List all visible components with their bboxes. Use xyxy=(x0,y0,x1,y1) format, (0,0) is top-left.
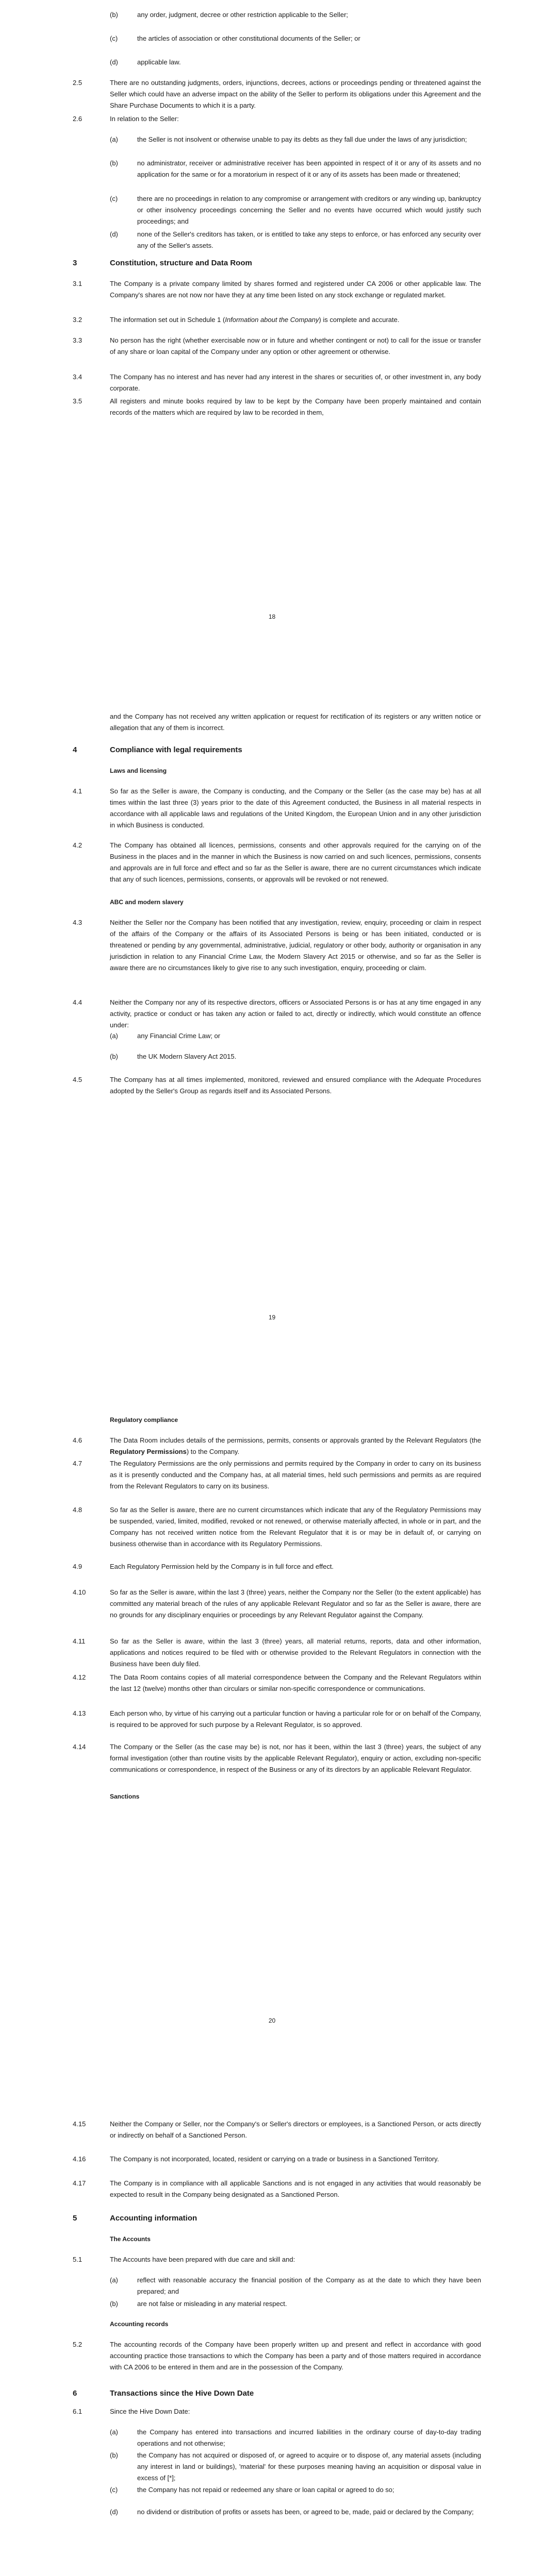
clause-number: 4.9 xyxy=(73,1563,83,1570)
clause-text: The Company has no interest and has never had any interest in the shares or securities of, or other investment in, any body corporate. xyxy=(110,373,481,392)
sub-heading: Accounting records xyxy=(110,2320,169,2328)
clause-number: 4.14 xyxy=(73,1743,86,1751)
list-item-text: the Seller is not insolvent or otherwise unable to pay its debts as they fall due under the laws of any jurisdiction; xyxy=(137,135,467,143)
page-number: 20 xyxy=(268,2017,276,2024)
clause-text: The Company has obtained all licences, permissions, consents and other approvals required for the carrying on of the Business in the places and in the manner in which the Business is now carried on and such licences, permissions, consents and approvals are in full force and effect and so far as the Seller is aware, there are no current circumstances which indicate that any of such licences, permissions, consents, or approvals will be revoked or not renewed. xyxy=(110,841,481,883)
section-heading: Constitution, structure and Data Room xyxy=(110,259,252,267)
sub-heading: The Accounts xyxy=(110,2235,151,2243)
list-item-text: the Company has entered into transactions and incurred liabilities in the ordinary course of day-to-day trading operations and not otherwise; xyxy=(137,2428,481,2447)
clause-text: Each person who, by virtue of his carrying out a particular function or having a particular role for or on behalf of the Company, is required to be approved for such purpose by a Relevant Regulator, is so approved. xyxy=(110,1709,481,1728)
clause-number: 2.5 xyxy=(73,79,83,87)
document-page xyxy=(0,1406,544,2110)
document-page xyxy=(0,703,544,1406)
clause-text-start: The information set out in Schedule 1 ( xyxy=(110,316,225,324)
clause-number: 5.2 xyxy=(73,2341,83,2348)
clause-text xyxy=(110,1435,481,1458)
list-item-label: (a) xyxy=(110,135,118,143)
clause-number: 4.13 xyxy=(73,1709,86,1717)
list-item-text: any order, judgment, decree or other restriction applicable to the Seller; xyxy=(137,11,349,19)
clause-text: Neither the Company or Seller, nor the Company's or Seller's directors or employees, is a Sanctioned Person, or acts directly or indirectly on behalf of a Sanctioned Person. xyxy=(110,2120,481,2139)
clause-number: 6.1 xyxy=(73,2408,83,2415)
list-item-label: (b) xyxy=(110,1053,118,1060)
clause-text: The Company is not incorporated, located, resident or carrying on a trade or business in a Sanctioned Territory. xyxy=(110,2155,439,2163)
list-item-text: the UK Modern Slavery Act 2015. xyxy=(137,1053,237,1060)
page-number: 18 xyxy=(268,613,276,620)
clause-text: So far as the Seller is aware, the Company is conducting, and the Company or the Seller (as the case may be) has at all times within the last three (3) years prior to the date of this Agreement conducted, the Business in all material respects in accordance with all applicable laws and regulations of the United Kingdom, the European Union and in any other jurisdiction in which Business is conducted. xyxy=(110,787,481,829)
clause-number: 4.12 xyxy=(73,1673,86,1681)
clause-text: The Company or the Seller (as the case may be) is not, nor has it been, within the last 3 (three) years, the subject of any formal investigation (other than routine visits by the applicable Relevant Regulator), enquiry or action, excluding non-specific communications or correspondence, in respect of the Business or any of its directors by an applicable Relevant Regulator. xyxy=(110,1743,481,1773)
sub-heading: Laws and licensing xyxy=(110,767,167,774)
clause-number: 4.2 xyxy=(73,841,83,849)
clause-number: 4.10 xyxy=(73,1588,86,1596)
list-item-text: the articles of association or other constitutional documents of the Seller; or xyxy=(137,35,360,42)
clause-number: 4.8 xyxy=(73,1506,83,1514)
clause-text: The Company has at all times implemented, monitored, reviewed and ensured compliance with the Adequate Procedures adopted by the Seller's Group as regards itself and its Associated Persons. xyxy=(110,1076,481,1095)
list-item-text: none of the Seller's creditors has taken, or is entitled to take any steps to enforce, or has enforced any security over any of the Seller's assets. xyxy=(137,230,481,249)
clause-number: 5.1 xyxy=(73,2256,83,2263)
clause-number: 4.16 xyxy=(73,2155,86,2163)
clause-number: 2.6 xyxy=(73,115,83,123)
clause-text: So far as the Seller is aware, there are no current circumstances which indicate that any of the Regulatory Permissions may be suspended, varied, limited, modified, revoked or not renewed, or otherwise materially affected, in whole or in part, and the Company has not received written notice from the Relevant Regulator that it is or may be in default of, or carrying on business otherwise than in accordance with its Regulatory Permissions. xyxy=(110,1506,481,1548)
continued-text: and the Company has not received any written application or request for rectification of its registers or any written notice or allegation that any of them is incorrect. xyxy=(110,713,481,732)
clause-text-start: The Data Room includes details of the permissions, permits, consents or approvals granted by the Relevant Regulators (the xyxy=(110,1436,481,1444)
list-item-label: (d) xyxy=(110,58,118,66)
schedule-reference: Information about the Company xyxy=(225,316,319,324)
clause-number: 4.7 xyxy=(73,1460,83,1467)
clause-number: 4.1 xyxy=(73,787,83,795)
clause-text: Each Regulatory Permission held by the Company is in full force and effect. xyxy=(110,1563,334,1570)
clause-number: 3.4 xyxy=(73,373,83,381)
list-item-text: no administrator, receiver or administrative receiver has been appointed in respect of it or any of its assets and no application for the same or for a moratorium in respect of it or any of its assets has been made or threatened; xyxy=(137,159,481,178)
sub-heading: Regulatory compliance xyxy=(110,1416,178,1423)
document-page xyxy=(0,0,544,703)
list-item-text: the Company has not acquired or disposed of, or agreed to acquire or to dispose of, any material assets (including any interest in land or buildings), 'material' for these purposes meaning having an acquisition or disposal value in excess of [*]; xyxy=(137,2451,481,2482)
section-number: 4 xyxy=(73,745,77,754)
list-item-label: (a) xyxy=(110,1032,118,1040)
clause-text: The Company is a private company limited by shares formed and registered under CA 2006 or other applicable law. The Company's shares are not now nor have they at any time been listed on any stock exchange or regulated market. xyxy=(110,280,481,299)
clause-text: The Company is in compliance with all applicable Sanctions and is not engaged in any activities that would reasonably be expected to result in the Company being designated as a Sanctioned Person. xyxy=(110,2179,481,2198)
clause-text: So far as the Seller is aware, within the last 3 (three) years, all material returns, reports, data and other information, applications and notices required to be filed with or otherwise provided to the Relevant Regulators in connection with the Business have been duly filed. xyxy=(110,1637,481,1668)
clause-number: 4.15 xyxy=(73,2120,86,2128)
list-item-label: (c) xyxy=(110,2486,118,2494)
list-item-label: (c) xyxy=(110,35,118,42)
sub-heading: Sanctions xyxy=(110,1793,140,1800)
section-number: 3 xyxy=(73,259,77,267)
list-item-label: (d) xyxy=(110,2508,118,2516)
clause-text: So far as the Seller is aware, within the last 3 (three) years, neither the Company nor the Seller (to the extent applicable) has committed any material breach of the rules of any applicable Relevant Regulator and so far as the Seller is aware, there are no grounds for any disciplinary enquiries or proceedings by any Relevant Regulator against the Company. xyxy=(110,1588,481,1619)
page-number: 19 xyxy=(268,1314,276,1321)
clause-text: Neither the Company nor any of its respective directors, officers or Associated Persons is or has at any time engaged in any activity, practice or conduct or has taken any action or failed to act, directly or indirectly, which would constitute an offence under: xyxy=(110,998,481,1029)
clause-number: 4.17 xyxy=(73,2179,86,2187)
clause-number: 4.3 xyxy=(73,919,83,926)
clause-number: 4.5 xyxy=(73,1076,83,1083)
list-item-text: the Company has not repaid or redeemed any share or loan capital or agreed to do so; xyxy=(137,2486,394,2494)
clause-text xyxy=(110,314,481,326)
list-item-text: applicable law. xyxy=(137,58,181,66)
clause-text: The Accounts have been prepared with due care and skill and: xyxy=(110,2256,295,2263)
clause-text: There are no outstanding judgments, orders, injunctions, decrees, actions or proceedings pending or threatened against the Seller which could have an adverse impact on the ability of the Seller to perform its obligations under this Agreement and the Share Purchase Documents to which it is a party. xyxy=(110,79,481,109)
list-item-text: are not false or misleading in any material respect. xyxy=(137,2300,287,2308)
clause-text-end: ) to the Company. xyxy=(186,1448,240,1455)
clause-text: All registers and minute books required by law to be kept by the Company have been properly maintained and contain records of the matters which are required by law to be recorded in them, xyxy=(110,397,481,416)
clause-text: Since the Hive Down Date: xyxy=(110,2408,190,2415)
list-item-label: (c) xyxy=(110,195,118,202)
section-heading: Compliance with legal requirements xyxy=(110,745,242,754)
list-item-label: (a) xyxy=(110,2428,118,2436)
clause-number: 3.2 xyxy=(73,316,83,324)
clause-text: The Data Room contains copies of all material correspondence between the Company and the Relevant Regulators within the last 12 (twelve) months other than circulars or similar non-specific correspondence or communications. xyxy=(110,1673,481,1692)
list-item-label: (b) xyxy=(110,2451,118,2459)
clause-text: In relation to the Seller: xyxy=(110,115,179,123)
document-page xyxy=(0,2110,544,2576)
sub-heading: ABC and modern slavery xyxy=(110,899,184,906)
list-item-text: reflect with reasonable accuracy the financial position of the Company as at the date to which they have been prepared; and xyxy=(137,2276,481,2295)
clause-text: No person has the right (whether exercisable now or in future and whether contingent or not) to call for the issue or transfer of any share or loan capital of the Company under any option or other agreement or otherwise. xyxy=(110,336,481,355)
clause-number: 4.6 xyxy=(73,1436,83,1444)
list-item-text: any Financial Crime Law; or xyxy=(137,1032,221,1040)
section-number: 5 xyxy=(73,2214,77,2223)
section-heading: Accounting information xyxy=(110,2214,197,2223)
list-item-label: (b) xyxy=(110,11,118,19)
section-number: 6 xyxy=(73,2389,77,2398)
list-item-label: (a) xyxy=(110,2276,118,2284)
clause-number: 3.5 xyxy=(73,397,83,405)
clause-number: 4.4 xyxy=(73,998,83,1006)
clause-number: 3.3 xyxy=(73,336,83,344)
clause-text: The Regulatory Permissions are the only permissions and permits required by the Company in order to carry on its business as it is presently conducted and the Company has, at all material times, held such permissions and permits as are required from the Relevant Regulators to carry on its business. xyxy=(110,1460,481,1490)
section-heading: Transactions since the Hive Down Date xyxy=(110,2389,254,2398)
list-item-label: (b) xyxy=(110,159,118,167)
clause-number: 4.11 xyxy=(73,1637,86,1645)
list-item-text: there are no proceedings in relation to any compromise or arrangement with creditors or any winding up, bankruptcy or other insolvency proceedings concerning the Seller and no events have occurred which would justify such proceedings; and xyxy=(137,195,481,225)
list-item-label: (b) xyxy=(110,2300,118,2308)
defined-term: Regulatory Permissions xyxy=(110,1448,187,1455)
clause-number: 3.1 xyxy=(73,280,83,287)
clause-text: The accounting records of the Company have been properly written up and present and reflect in accordance with good accounting practice those transactions to which the Company has been a party and of those matters required in accordance with CA 2006 to be entered in them and are in the possession of the Company. xyxy=(110,2341,481,2371)
list-item-label: (d) xyxy=(110,230,118,238)
list-item-text: no dividend or distribution of profits or assets has been, or agreed to be, made, paid or declared by the Company; xyxy=(137,2508,474,2516)
clause-text-end: ) is complete and accurate. xyxy=(319,316,400,324)
clause-text: Neither the Seller nor the Company has been notified that any investigation, review, enquiry, proceeding or claim in respect of the affairs of the Company or the affairs of its Associated Persons is being or has been initiated, conducted or is threatened or pending by any governmental, administrative, judicial, regulatory or other body, authority or organisation in any jurisdiction in relation to any Financial Crime Law, the Modern Slavery Act 2015 or otherwise, and so far as the Seller is aware there are no circumstances likely to give rise to any such investigation, enquiry, proceeding or claim. xyxy=(110,919,481,972)
